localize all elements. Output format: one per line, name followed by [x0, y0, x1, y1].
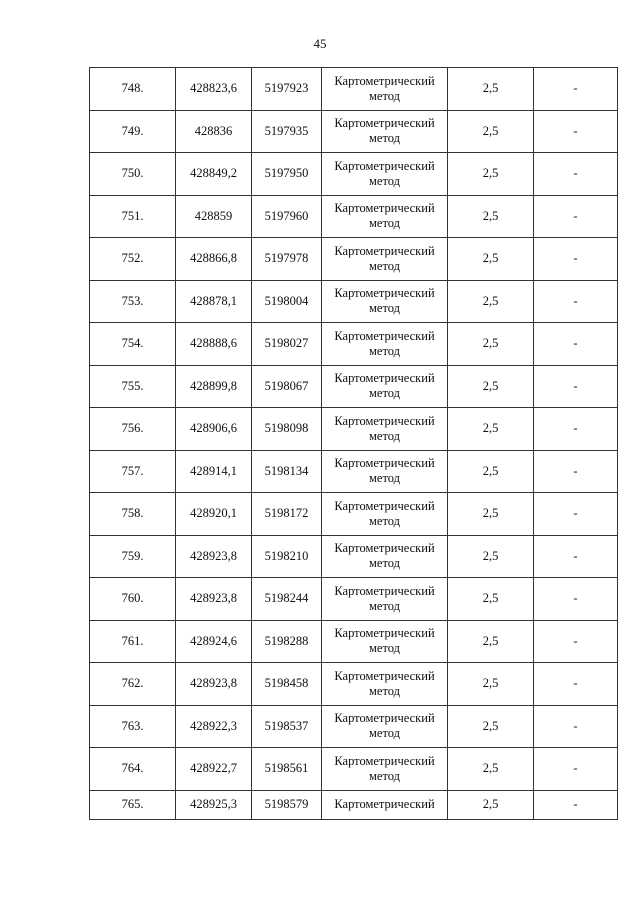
- accuracy-cell: 2,5: [448, 110, 534, 153]
- accuracy-cell: 2,5: [448, 620, 534, 663]
- x-coordinate-cell: 428849,2: [176, 153, 252, 196]
- x-coordinate-cell: 428866,8: [176, 238, 252, 281]
- note-cell: -: [534, 748, 618, 791]
- point-number-cell: 762.: [90, 663, 176, 706]
- method-cell: [322, 748, 448, 791]
- table-row: [90, 705, 618, 748]
- accuracy-cell: 2,5: [448, 238, 534, 281]
- method-text-line2: метод: [368, 216, 400, 231]
- note-cell: -: [534, 68, 618, 111]
- method-text-line2: метод: [368, 301, 400, 316]
- method-text-line1: Картометрический: [334, 711, 435, 726]
- method-cell: [322, 110, 448, 153]
- point-number-cell: 756.: [90, 408, 176, 451]
- coordinates-table-body: [90, 68, 618, 820]
- method-text-line1: Картометрический: [334, 286, 435, 301]
- x-coordinate-cell: 428924,6: [176, 620, 252, 663]
- note-cell: -: [534, 408, 618, 451]
- point-number-cell: 761.: [90, 620, 176, 663]
- table-row: [90, 620, 618, 663]
- x-coordinate-cell: 428922,7: [176, 748, 252, 791]
- method-text-line1: Картометрический: [334, 371, 435, 386]
- table-row: [90, 365, 618, 408]
- point-number-cell: 752.: [90, 238, 176, 281]
- method-text-line1: Картометрический: [334, 456, 435, 471]
- point-number-cell: 765.: [90, 790, 176, 819]
- point-number-cell: 764.: [90, 748, 176, 791]
- method-cell: [322, 323, 448, 366]
- method-cell: [322, 68, 448, 111]
- note-cell: -: [534, 578, 618, 621]
- method-text-line1: Картометрический: [334, 796, 435, 811]
- x-coordinate-cell: 428899,8: [176, 365, 252, 408]
- method-text-line2: метод: [368, 683, 400, 698]
- accuracy-cell: 2,5: [448, 705, 534, 748]
- table-row: [90, 323, 618, 366]
- method-cell: [322, 535, 448, 578]
- method-text-line2: метод: [368, 131, 400, 146]
- method-text-line2: метод: [368, 598, 400, 613]
- method-text-line2: метод: [368, 726, 400, 741]
- method-text-line1: Картометрический: [334, 328, 435, 343]
- note-cell: -: [534, 620, 618, 663]
- y-coordinate-cell: 5198244: [252, 578, 322, 621]
- accuracy-cell: 2,5: [448, 195, 534, 238]
- method-text-line2: метод: [368, 428, 400, 443]
- note-cell: -: [534, 153, 618, 196]
- x-coordinate-cell: 428906,6: [176, 408, 252, 451]
- method-text-line1: Картометрический: [334, 158, 435, 173]
- y-coordinate-cell: 5198537: [252, 705, 322, 748]
- y-coordinate-cell: 5198134: [252, 450, 322, 493]
- method-cell: [322, 705, 448, 748]
- x-coordinate-cell: 428923,8: [176, 663, 252, 706]
- method-cell: [322, 153, 448, 196]
- table-row: [90, 68, 618, 111]
- method-cell: [322, 450, 448, 493]
- method-text-line1: Картометрический: [334, 541, 435, 556]
- point-number-cell: 763.: [90, 705, 176, 748]
- method-cell: [322, 408, 448, 451]
- method-text-line2: метод: [368, 173, 400, 188]
- point-number-cell: 754.: [90, 323, 176, 366]
- y-coordinate-cell: 5198172: [252, 493, 322, 536]
- note-cell: -: [534, 365, 618, 408]
- x-coordinate-cell: 428859: [176, 195, 252, 238]
- method-text-line1: Картометрический: [334, 413, 435, 428]
- method-text-line1: Картометрический: [334, 583, 435, 598]
- point-number-cell: 750.: [90, 153, 176, 196]
- y-coordinate-cell: 5198210: [252, 535, 322, 578]
- method-text-line2: метод: [368, 471, 400, 486]
- accuracy-cell: 2,5: [448, 663, 534, 706]
- y-coordinate-cell: 5197950: [252, 153, 322, 196]
- method-text-line1: Картометрический: [334, 753, 435, 768]
- x-coordinate-cell: 428878,1: [176, 280, 252, 323]
- method-text-line1: Картометрический: [334, 668, 435, 683]
- method-text-line2: метод: [368, 386, 400, 401]
- y-coordinate-cell: 5197923: [252, 68, 322, 111]
- method-text-line2: метод: [368, 641, 400, 656]
- accuracy-cell: 2,5: [448, 493, 534, 536]
- x-coordinate-cell: 428925,3: [176, 790, 252, 819]
- accuracy-cell: 2,5: [448, 68, 534, 111]
- method-cell: [322, 195, 448, 238]
- accuracy-cell: 2,5: [448, 408, 534, 451]
- accuracy-cell: 2,5: [448, 578, 534, 621]
- method-cell: [322, 790, 448, 819]
- method-cell: [322, 578, 448, 621]
- x-coordinate-cell: 428923,8: [176, 578, 252, 621]
- table-row: [90, 790, 618, 819]
- accuracy-cell: 2,5: [448, 748, 534, 791]
- method-text-line2: метод: [368, 258, 400, 273]
- accuracy-cell: 2,5: [448, 450, 534, 493]
- x-coordinate-cell: 428823,6: [176, 68, 252, 111]
- note-cell: -: [534, 323, 618, 366]
- x-coordinate-cell: 428836: [176, 110, 252, 153]
- table-row: [90, 195, 618, 238]
- y-coordinate-cell: 5198067: [252, 365, 322, 408]
- y-coordinate-cell: 5197978: [252, 238, 322, 281]
- table-row: [90, 663, 618, 706]
- y-coordinate-cell: 5197935: [252, 110, 322, 153]
- table-row: [90, 748, 618, 791]
- y-coordinate-cell: 5198098: [252, 408, 322, 451]
- method-text-line2: метод: [368, 768, 400, 783]
- y-coordinate-cell: 5198561: [252, 748, 322, 791]
- page-number: 45: [313, 36, 327, 51]
- point-number-cell: 751.: [90, 195, 176, 238]
- method-text-line2: метод: [368, 556, 400, 571]
- point-number-cell: 760.: [90, 578, 176, 621]
- table-row: [90, 153, 618, 196]
- table-row: [90, 110, 618, 153]
- y-coordinate-cell: 5198027: [252, 323, 322, 366]
- note-cell: -: [534, 238, 618, 281]
- method-cell: [322, 493, 448, 536]
- point-number-cell: 748.: [90, 68, 176, 111]
- point-number-cell: 759.: [90, 535, 176, 578]
- accuracy-cell: 2,5: [448, 790, 534, 819]
- point-number-cell: 757.: [90, 450, 176, 493]
- x-coordinate-cell: 428888,6: [176, 323, 252, 366]
- point-number-cell: 749.: [90, 110, 176, 153]
- note-cell: -: [534, 663, 618, 706]
- table-row: [90, 280, 618, 323]
- method-text-line1: Картометрический: [334, 201, 435, 216]
- note-cell: -: [534, 110, 618, 153]
- x-coordinate-cell: 428920,1: [176, 493, 252, 536]
- method-cell: [322, 238, 448, 281]
- method-cell: [322, 620, 448, 663]
- method-text-line2: метод: [368, 343, 400, 358]
- table-row: [90, 450, 618, 493]
- method-cell: [322, 280, 448, 323]
- accuracy-cell: 2,5: [448, 535, 534, 578]
- note-cell: -: [534, 450, 618, 493]
- method-text-line1: Картометрический: [334, 626, 435, 641]
- table-row: [90, 493, 618, 536]
- note-cell: -: [534, 280, 618, 323]
- method-text-line1: Картометрический: [334, 116, 435, 131]
- table-row: [90, 238, 618, 281]
- note-cell: -: [534, 790, 618, 819]
- y-coordinate-cell: 5197960: [252, 195, 322, 238]
- note-cell: -: [534, 195, 618, 238]
- method-text-line1: Картометрический: [334, 243, 435, 258]
- note-cell: -: [534, 705, 618, 748]
- method-text-line1: Картометрический: [334, 73, 435, 88]
- x-coordinate-cell: 428922,3: [176, 705, 252, 748]
- x-coordinate-cell: 428914,1: [176, 450, 252, 493]
- table-row: [90, 408, 618, 451]
- method-text-line2: метод: [368, 88, 400, 103]
- method-cell: [322, 663, 448, 706]
- x-coordinate-cell: 428923,8: [176, 535, 252, 578]
- note-cell: -: [534, 493, 618, 536]
- method-text-line2: метод: [368, 513, 400, 528]
- note-cell: -: [534, 535, 618, 578]
- method-text-line1: Картометрический: [334, 498, 435, 513]
- point-number-cell: 755.: [90, 365, 176, 408]
- accuracy-cell: 2,5: [448, 365, 534, 408]
- table-row: [90, 535, 618, 578]
- y-coordinate-cell: 5198288: [252, 620, 322, 663]
- y-coordinate-cell: 5198458: [252, 663, 322, 706]
- table-row: [90, 578, 618, 621]
- accuracy-cell: 2,5: [448, 153, 534, 196]
- coordinates-table: [89, 67, 618, 820]
- method-cell: [322, 365, 448, 408]
- y-coordinate-cell: 5198004: [252, 280, 322, 323]
- point-number-cell: 758.: [90, 493, 176, 536]
- point-number-cell: 753.: [90, 280, 176, 323]
- accuracy-cell: 2,5: [448, 323, 534, 366]
- y-coordinate-cell: 5198579: [252, 790, 322, 819]
- accuracy-cell: 2,5: [448, 280, 534, 323]
